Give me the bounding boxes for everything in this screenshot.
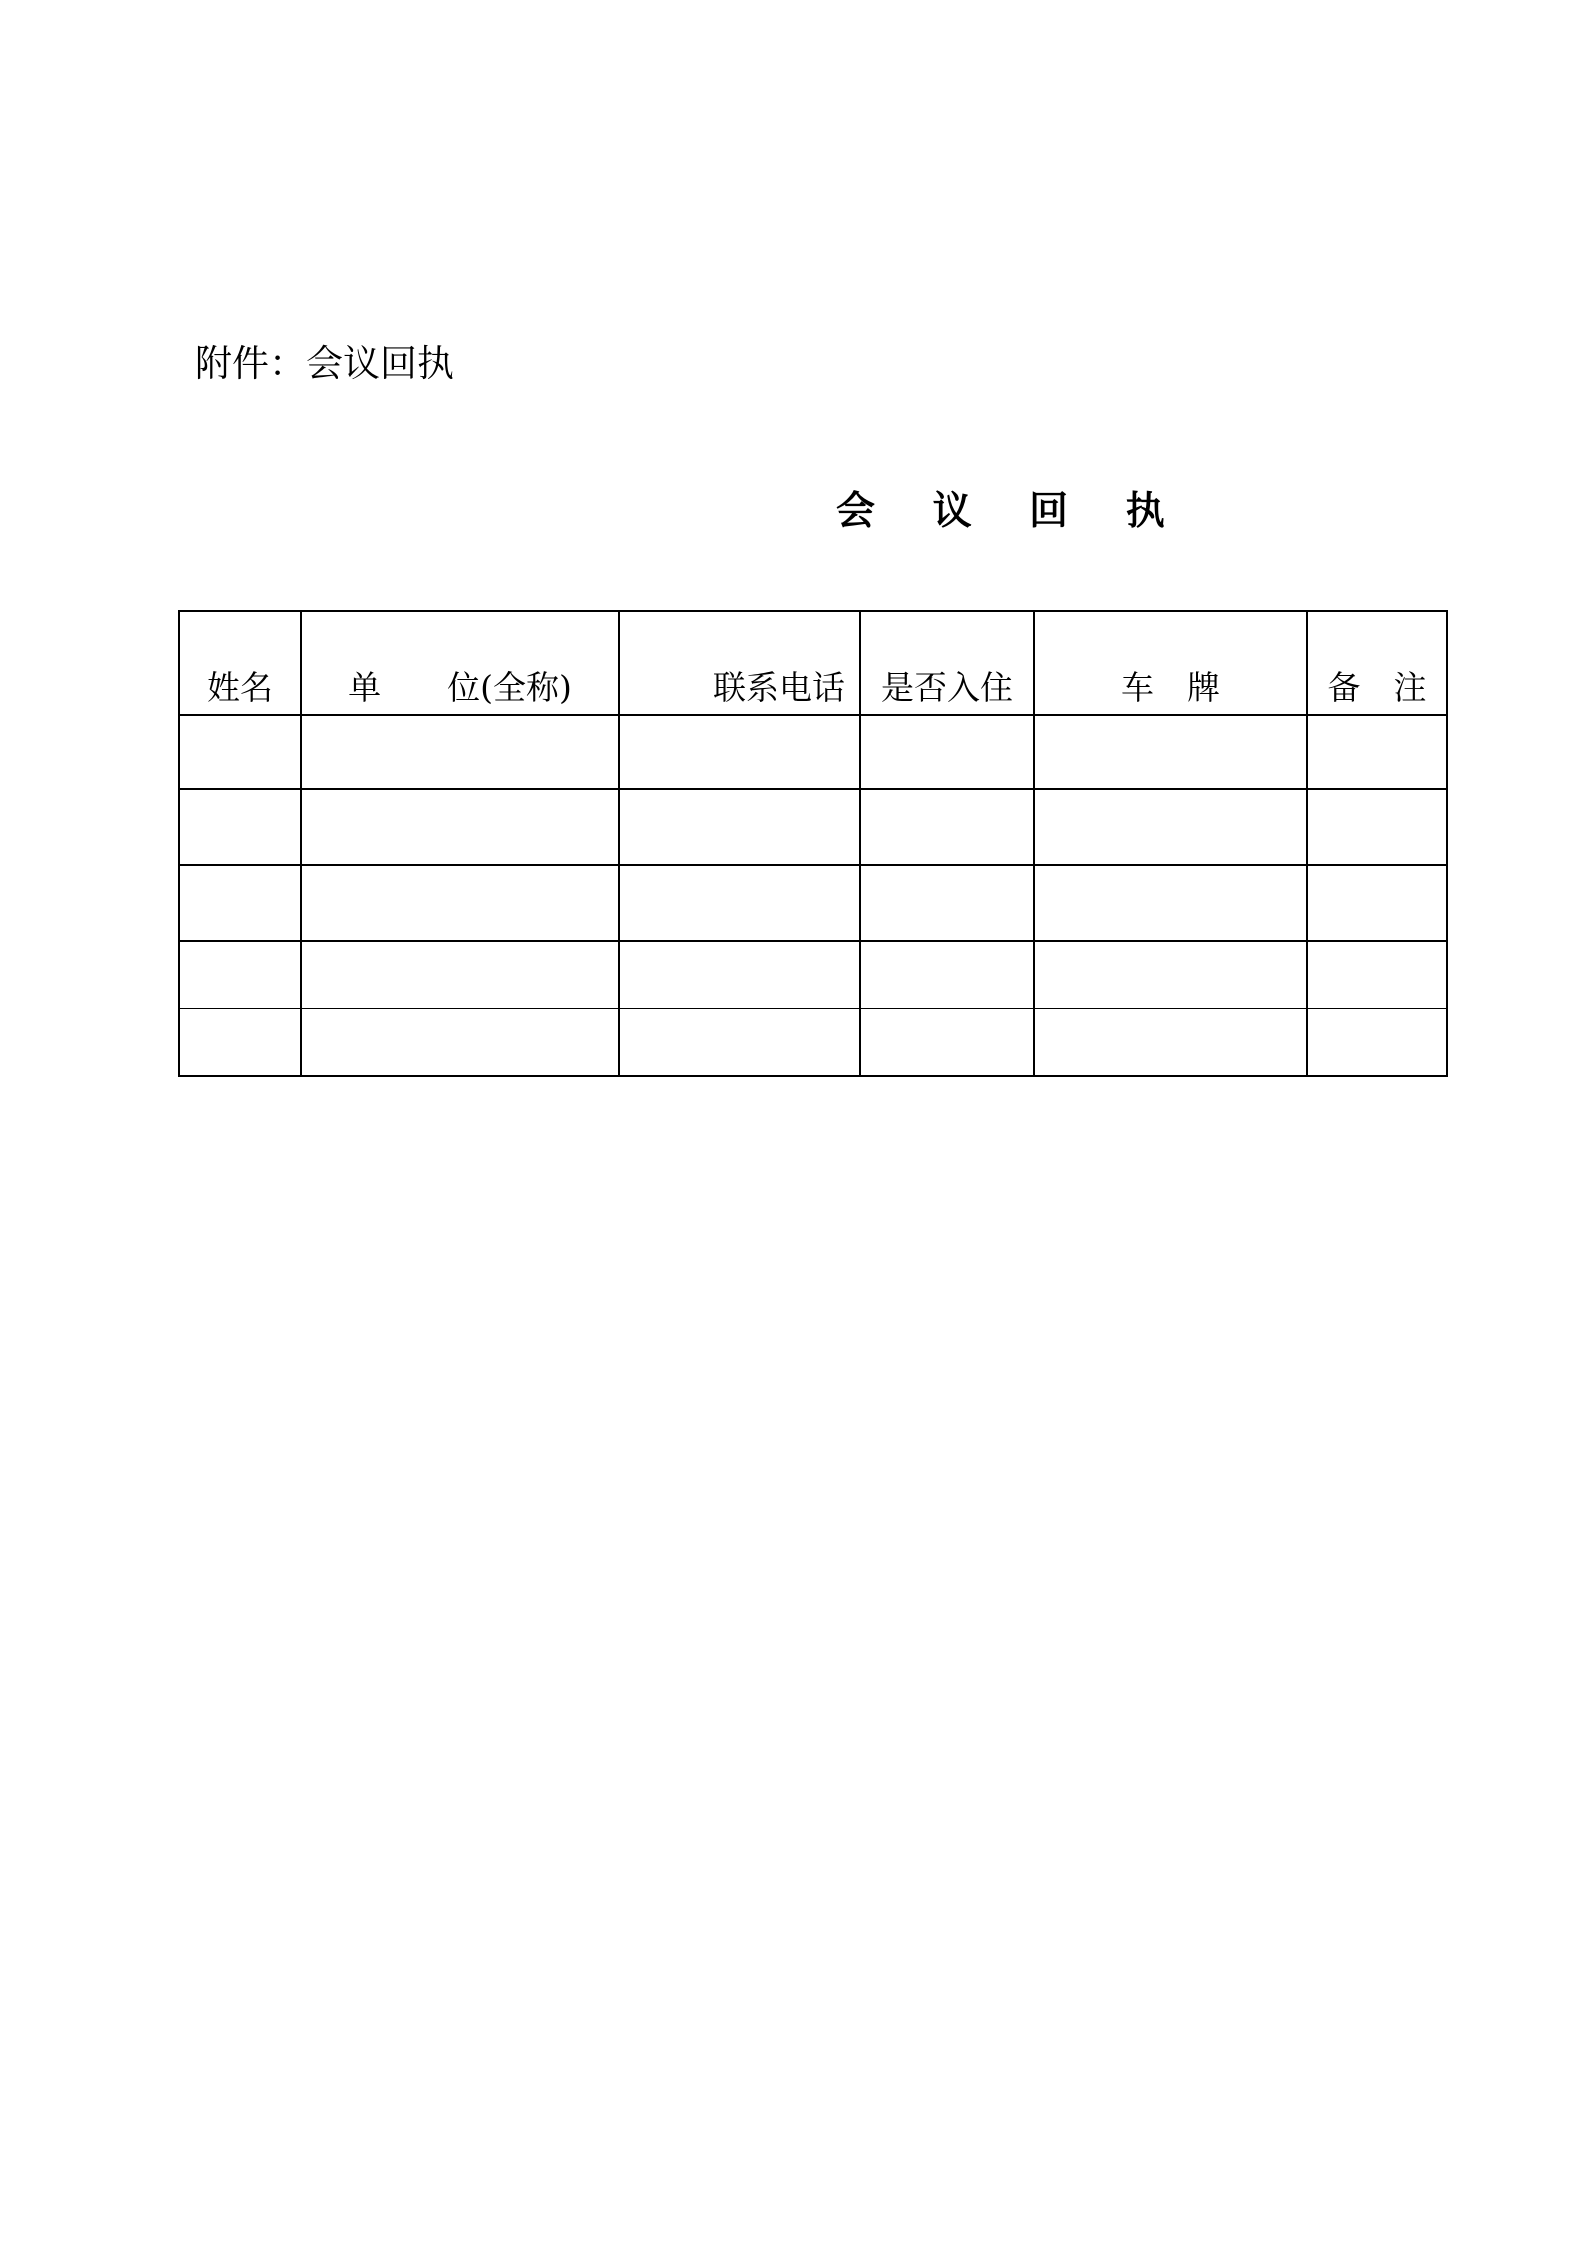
cell-stay[interactable]	[860, 865, 1034, 941]
table-row	[179, 865, 1447, 941]
table-row	[179, 941, 1447, 1009]
table-row	[179, 1009, 1447, 1077]
attachment-label: 附件：会议回执	[195, 342, 454, 385]
cell-phone[interactable]	[619, 715, 860, 789]
cell-stay[interactable]	[860, 789, 1034, 865]
cell-plate[interactable]	[1034, 1009, 1307, 1077]
cell-note[interactable]	[1307, 865, 1447, 941]
cell-plate[interactable]	[1034, 789, 1307, 865]
cell-unit[interactable]	[301, 941, 619, 1009]
cell-stay[interactable]	[860, 1009, 1034, 1077]
table-row	[179, 715, 1447, 789]
cell-name[interactable]	[179, 941, 301, 1009]
cell-name[interactable]	[179, 865, 301, 941]
cell-phone[interactable]	[619, 941, 860, 1009]
cell-unit[interactable]	[301, 715, 619, 789]
cell-stay[interactable]	[860, 941, 1034, 1009]
cell-name[interactable]	[179, 789, 301, 865]
cell-stay[interactable]	[860, 715, 1034, 789]
header-note: 备 注	[1307, 611, 1447, 715]
header-name: 姓名	[179, 611, 301, 715]
cell-note[interactable]	[1307, 715, 1447, 789]
table-row	[179, 789, 1447, 865]
cell-unit[interactable]	[301, 1009, 619, 1077]
header-phone: 联系电话	[619, 611, 860, 715]
header-plate: 车 牌	[1034, 611, 1307, 715]
cell-name[interactable]	[179, 715, 301, 789]
cell-name[interactable]	[179, 1009, 301, 1077]
meeting-receipt-table	[178, 610, 1448, 1077]
header-unit: 单 位(全称)	[301, 611, 619, 715]
document-title: 会 议 回 执	[836, 488, 1187, 534]
cell-plate[interactable]	[1034, 715, 1307, 789]
cell-phone[interactable]	[619, 1009, 860, 1077]
cell-note[interactable]	[1307, 789, 1447, 865]
cell-phone[interactable]	[619, 789, 860, 865]
cell-plate[interactable]	[1034, 941, 1307, 1009]
header-stay: 是否入住	[860, 611, 1034, 715]
cell-note[interactable]	[1307, 941, 1447, 1009]
cell-unit[interactable]	[301, 865, 619, 941]
table-header-row	[179, 611, 1447, 715]
cell-plate[interactable]	[1034, 865, 1307, 941]
cell-unit[interactable]	[301, 789, 619, 865]
cell-note[interactable]	[1307, 1009, 1447, 1077]
cell-phone[interactable]	[619, 865, 860, 941]
